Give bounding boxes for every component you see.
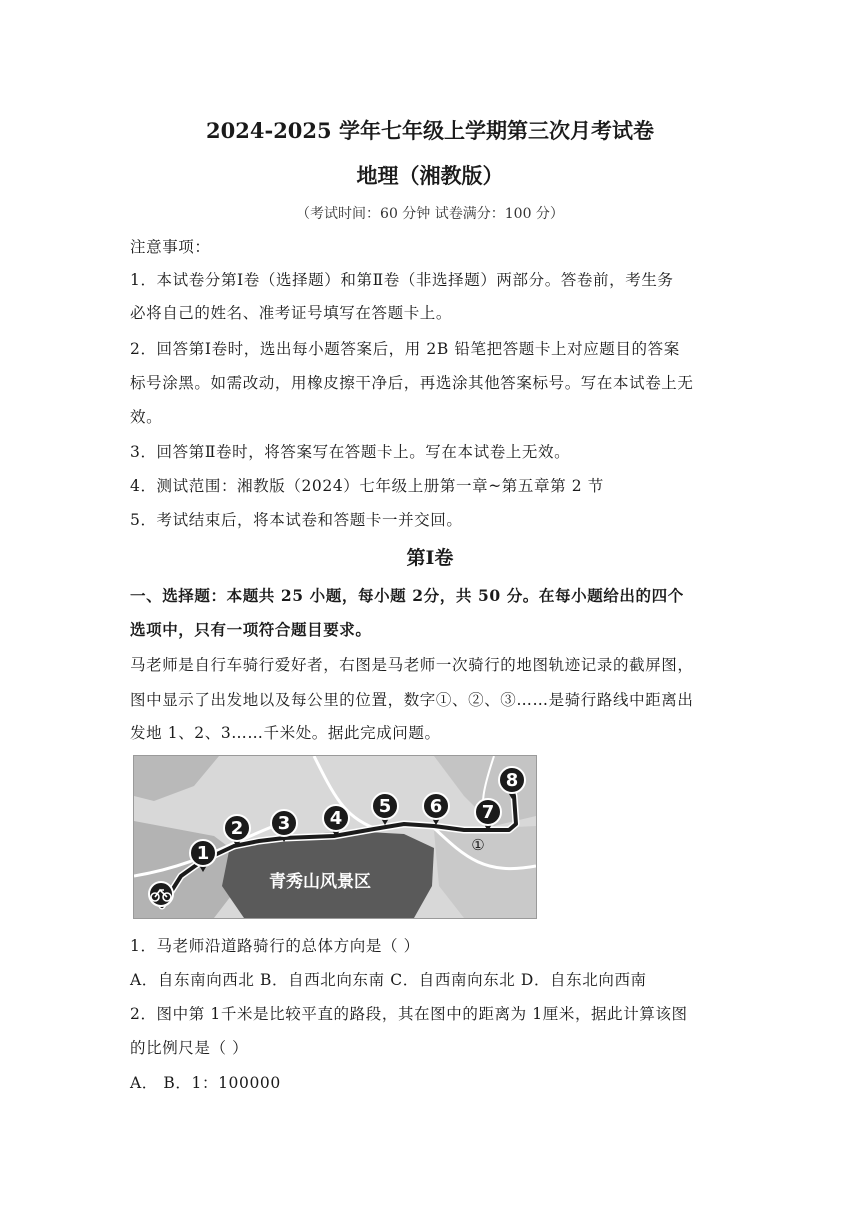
km-marker-label: 1	[196, 843, 210, 864]
note-line: 必将自己的姓名、准考证号填写在答题卡上。	[130, 304, 453, 322]
note-line: 2．回答第Ⅰ卷时，选出每小题答案后，用 2B 铅笔把答题卡上对应题目的答案	[130, 340, 680, 358]
section-instruction: 选项中，只有一项符合题目要求。	[130, 620, 372, 639]
note-line: 1．本试卷分第Ⅰ卷（选择题）和第Ⅱ卷（非选择题）两部分。答卷前，考生务	[130, 271, 674, 289]
note-line: 4．测试范围：湘教版（2024）七年级上册第一章~第五章第 2 节	[130, 477, 604, 495]
passage-line: 图中显示了出发地以及每公里的位置，数字①、②、③……是骑行路线中距离出	[130, 691, 694, 709]
passage-line: 马老师是自行车骑行爱好者，右图是马老师一次骑行的地图轨迹记录的截屏图，	[130, 656, 694, 674]
km-marker-label: 3	[277, 813, 291, 834]
section-title: 第Ⅰ卷	[406, 547, 454, 569]
note-line: 3．回答第Ⅱ卷时，将答案写在答题卡上。写在本试卷上无效。	[130, 443, 571, 461]
note-line: 标号涂黑。如需改动，用橡皮擦干净后，再选涂其他答案标号。写在本试卷上无	[130, 374, 694, 392]
exam-subject: 地理（湘教版）	[356, 163, 504, 188]
km-marker-label: 7	[481, 802, 495, 823]
question-line: 2．图中第 1千米是比较平直的路段，其在图中的距离为 1厘米，据此计算该图	[130, 1005, 688, 1023]
question-options: A． B．1：100000	[130, 1074, 281, 1092]
km-marker-label: 8	[505, 770, 519, 791]
question-options: A．自东南向西北 B．自西北向东南 C．自西南向东北 D．自东北向西南	[130, 971, 647, 989]
bicycle-icon	[149, 882, 173, 906]
exam-title: 2024-2025 学年七年级上学期第三次月考试卷	[206, 118, 654, 143]
section-instruction: 一、选择题：本题共 25 小题，每小题 2分，共 50 分。在每小题给出的四个	[130, 586, 684, 605]
notes-heading: 注意事项：	[130, 238, 211, 256]
km-marker-label: 2	[230, 818, 244, 839]
question-line: 1．马老师沿道路骑行的总体方向是（ ）	[130, 937, 420, 955]
route-map	[133, 755, 537, 919]
km-marker-label: 5	[378, 796, 392, 817]
km-marker-label: 4	[329, 808, 343, 829]
note-line: 5．考试结束后，将本试卷和答题卡一并交回。	[130, 511, 463, 529]
passage-line: 发地 1、2、3……千米处。据此完成问题。	[130, 724, 441, 742]
circled-number-label: ①	[471, 836, 485, 854]
question-line: 的比例尺是（ ）	[130, 1039, 249, 1057]
note-line: 效。	[130, 408, 163, 426]
exam-info: （考试时间：60 分钟 试卷满分：100 分）	[296, 206, 564, 222]
km-marker-label: 6	[429, 796, 443, 817]
scenic-area-label: 青秀山风景区	[269, 872, 371, 892]
